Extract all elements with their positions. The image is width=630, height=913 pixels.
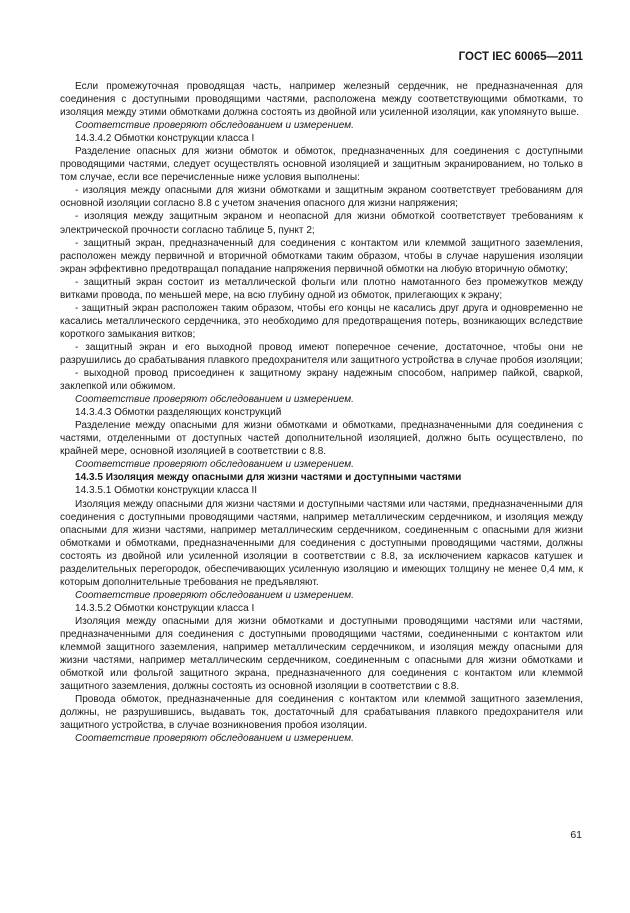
list-item: - защитный экран состоит из металлической фольги или плотно намотанного без промежутков между витками провода, по меньшей мере, на всю глубину одной из обмоток, прилегающих к экрану; [60,276,583,301]
list-item: - выходной провод присоединен к защитному экрану надежным способом, например пайкой, сваркой, заклепкой или обжимом. [60,368,583,393]
list-item: - защитный экран расположен таким образом, чтобы его концы не касались друг друга и одновременно не касались металлического сердечника, это необходимо для предотвращения потерь, возникающих вследствие короткого замыкания витков; [60,302,583,340]
paragraph: Провода обмоток, предназначенные для соединения с контактом или клеммой защитного заземления, должны, не разрушившись, выдавать ток, достаточный для срабатывания плавкого предохранителя или защитного устройства, в случае возникновения пробоя изоляции. [60,694,583,732]
compliance-note: Соответствие проверяют обследованием и измерением. [75,589,354,601]
list-item: - изоляция между защитным экраном и неопасной для жизни обмоткой соответствует требованиям к электрической прочности согласно таблице 5, пункт 2; [60,211,583,236]
list-item: - защитный экран и его выходной провод имеют поперечное сечение, достаточное, чтобы они не разрушились до срабатывания плавкого предохранителя или защитного устройства в случае пробоя изоляции; [60,341,583,366]
compliance-note: Соответствие проверяют обследованием и измерением. [75,120,354,132]
page-number: 61 [570,829,582,841]
list-item: - защитный экран, предназначенный для соединения с контактом или клеммой защитного заземления, расположен между первичной и вторичной обмотками таким образом, чтобы в случае нарушения изоляции экран эффективно предотвращал попадание напряжения первичной обмотки на любую вторичную обмотку; [60,237,583,275]
list-item: - изоляция между опасными для жизни обмотками и защитным экраном соответствует требованиям для основной изоляции согласно 8.8 с учетом значения опасного для жизни напряжения; [60,185,583,210]
subsection-heading: 14.3.5.1 Обмотки конструкции класса II [75,485,258,497]
subsection-heading: 14.3.5.2 Обмотки конструкции класса I [75,602,255,614]
paragraph: Изоляция между опасными для жизни обмотками и доступными проводящими частями или частями, предназначенными для соединения с доступными проводящими частями, соединенными с контактом или клеммой защитного заземления, например металлическим сердечником, и изоляция между опасными для жизни частями, например металлическим сердечником, соединенным с опасными для жизни обмотками и обмоткой или фольгой защитного экрана, предназначенного для соединения с контактом или клеммой защитного заземления, должны состоять из основной изоляции в соответствии с 8.8. [60,615,583,693]
paragraph: Разделение между опасными для жизни обмотками и обмотками, предназначенными для соединения с частями, отделенными от доступных частей дополнительной изоляцией, должно быть осуществлено, по крайней мере, основной изоляцией в соответствии с 8.8. [60,420,583,458]
section-heading: 14.3.5 Изоляция между опасными для жизни частями и доступными частями [75,472,462,484]
subsection-heading: 14.3.4.2 Обмотки конструкции класса I [75,133,255,145]
compliance-note: Соответствие проверяют обследованием и измерением. [75,394,354,406]
standard-header: ГОСТ IEC 60065—2011 [458,51,583,63]
body-text [60,80,583,745]
subsection-heading: 14.3.4.3 Обмотки разделяющих конструкций [75,407,282,419]
paragraph: Разделение опасных для жизни обмоток и обмоток, предназначенных для соединения с доступными проводящими частями, следует осуществлять основной изоляцией и защитным экранированием, но только в том случае, если все перечисленные ниже условия выполнены: [60,146,583,184]
paragraph: Если промежуточная проводящая часть, например железный сердечник, не предназначенная для соединения с доступными проводящими частями, расположена между соответствующими обмотками, то изоляция между этими обмотками должна состоять из двойной или усиленной изоляции, как упомянуто выше. [60,81,583,119]
compliance-note: Соответствие проверяют обследованием и измерением. [75,733,354,745]
compliance-note: Соответствие проверяют обследованием и измерением. [75,459,354,471]
paragraph: Изоляция между опасными для жизни частями и доступными частями или частями, предназначенными для соединения с доступными проводящими частями, например металлическим сердечником, и изоляция между опасными для жизни частями, например металлическим сердечником, соединенным с опасными для жизни обмотками и обмотками, предназначенными для соединения с доступными проводящими частями, должны состоять из двойной или усиленной изоляции в соответствии с 8.8, за исключением каркасов катушек и разделительных перегородок, обеспечивающих усиленную изоляцию и имеющих толщину не менее 0,4 мм, к которым дополнительные требования не предъявляют. [60,498,583,588]
